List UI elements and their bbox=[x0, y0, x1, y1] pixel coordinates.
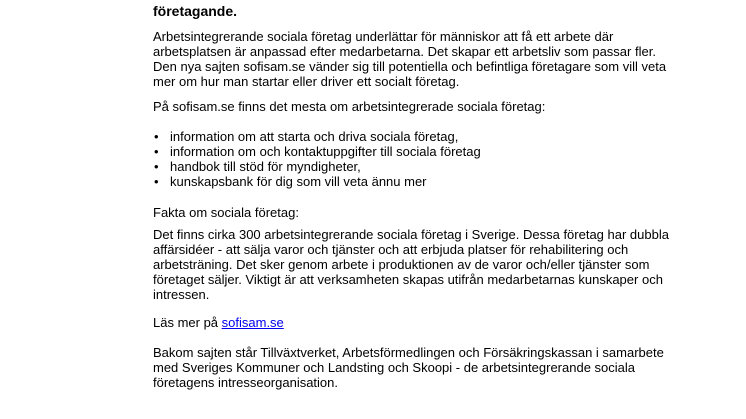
section-heading-fragment: företagande. bbox=[153, 3, 238, 19]
sofisam-link[interactable]: sofisam.se bbox=[221, 315, 284, 330]
feature-list bbox=[153, 129, 481, 189]
facts-line: affärsidéer - att sälja varor och tjänster och att erbjuda platser för rehabilitering och bbox=[153, 242, 629, 257]
list-item bbox=[153, 144, 481, 159]
facts-line: företaget säljer. Viktigt är att verksamheten skapas utifrån medarbetarnas kunskaper och bbox=[153, 272, 663, 287]
bullet-icon: • bbox=[154, 144, 159, 159]
list-item bbox=[153, 159, 481, 174]
intro-line: Arbetsintegrerande sociala företag underlättar för människor att få ett arbete där bbox=[153, 29, 614, 44]
bullet-icon: • bbox=[154, 159, 159, 174]
read-more-prefix: Läs mer på bbox=[153, 315, 222, 330]
list-item bbox=[153, 129, 481, 144]
list-item-text: handbok till stöd för myndigheter, bbox=[170, 159, 361, 174]
backers-line: företagens intresseorganisation. bbox=[153, 375, 339, 390]
facts-line: arbetsträning. Det sker genom arbete i produktionen av de varor och/eller tjänster som bbox=[153, 257, 650, 272]
facts-heading: Fakta om sociala företag: bbox=[153, 205, 299, 220]
backers-line: Bakom sajten står Tillväxtverket, Arbetsförmedlingen och Försäkringskassan i samarbete bbox=[153, 345, 664, 360]
list-intro-paragraph: På sofisam.se finns det mesta om arbetsintegrerade sociala företag: bbox=[153, 99, 546, 114]
list-item bbox=[153, 174, 481, 189]
list-item-text: information om att starta och driva sociala företag, bbox=[170, 129, 459, 144]
list-item-text: information om och kontaktuppgifter till sociala företag bbox=[170, 144, 481, 159]
intro-line: arbetsplatsen är anpassad efter medarbetarna. Det skapar ett arbetsliv som passar fler. bbox=[153, 44, 656, 59]
facts-line: Det finns cirka 300 arbetsintegrerande sociala företag i Sverige. Dessa företag har dubbla bbox=[153, 227, 669, 242]
read-more-paragraph bbox=[153, 315, 713, 330]
bullet-icon: • bbox=[154, 129, 159, 144]
facts-line: intressen. bbox=[153, 287, 210, 302]
bullet-icon: • bbox=[154, 174, 159, 189]
list-item-text: kunskapsbank för dig som vill veta ännu mer bbox=[170, 174, 427, 189]
backers-paragraph bbox=[153, 345, 713, 390]
intro-paragraph bbox=[153, 29, 713, 89]
backers-line: med Sveriges Kommuner och Landsting och Skoopi - de arbetsintegrerande sociala bbox=[153, 360, 635, 375]
intro-line: mer om hur man startar eller driver ett socialt företag. bbox=[153, 74, 460, 89]
facts-paragraph bbox=[153, 227, 713, 302]
intro-line: Den nya sajten sofisam.se vänder sig till potentiella och befintliga företagare som vill veta bbox=[153, 59, 667, 74]
